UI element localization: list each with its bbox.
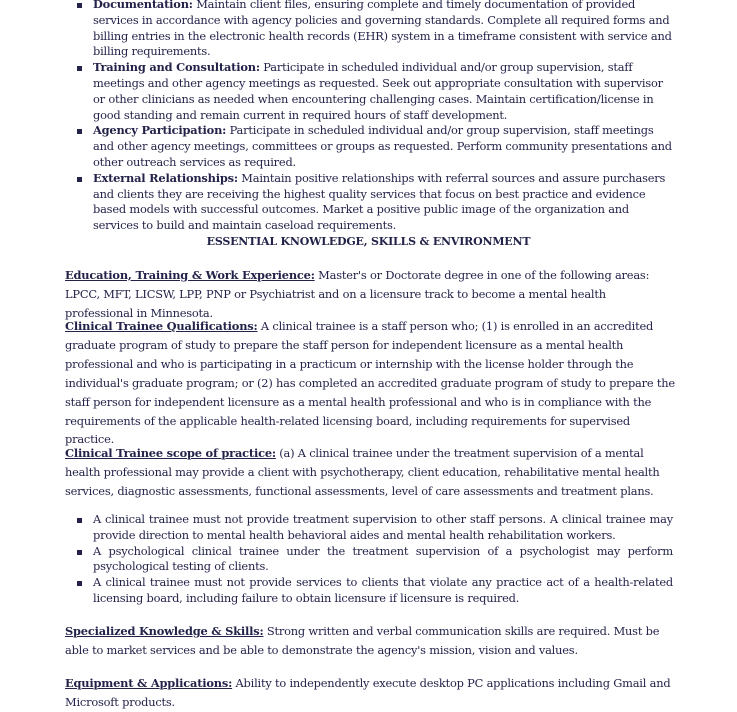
square-bullet-icon xyxy=(77,3,82,8)
trainee-qualifications-paragraph xyxy=(65,317,675,449)
square-bullet-icon xyxy=(77,129,82,134)
education-paragraph xyxy=(65,266,675,323)
scope-bullet-list xyxy=(65,512,673,607)
list-item xyxy=(65,171,675,234)
bullet-text: Maintain client files, ensuring complete and timely documentation of provided services in accordance with agency policies and governing standards. Complete all required forms and billing entries in the electronic health records (EHR) system in a timeframe consistent with service and billing requirements. xyxy=(93,0,672,59)
specialized-skills-paragraph xyxy=(65,622,675,660)
square-bullet-icon xyxy=(77,177,82,182)
education-text: Master's or Doctorate degree in one of the following areas: LPCC, MFT, LICSW, LPP, PNP or Psychiatrist and on a licensure track to become a mental health professional in Minnesota. xyxy=(65,268,650,320)
bullet-text: Maintain positive relationships with referral sources and assure purchasers and clients they are receiving the highest quality services that focus on best practice and evidence based models with successful outcomes. Market a positive public image of the organization and services to build and maintain caseload requirements. xyxy=(93,170,666,233)
education-label: Education, Training & Work Experience: xyxy=(65,268,315,282)
list-item xyxy=(65,544,673,576)
trainee-scope-text: (a) A clinical trainee under the treatment supervision of a mental health professional may provide a client with psychotherapy, client education, rehabilitative mental health services, diagnostic assessments, functional assessments, level of care assessments and treatment plans. xyxy=(65,446,660,498)
trainee-scope-paragraph xyxy=(65,444,675,501)
list-item xyxy=(65,60,675,123)
square-bullet-icon xyxy=(77,518,82,523)
bullet-title: External Relationships: xyxy=(93,170,238,185)
bullet-title: Training and Consultation: xyxy=(93,60,260,75)
trainee-qualifications-label: Clinical Trainee Qualifications: xyxy=(65,319,258,333)
trainee-scope-label: Clinical Trainee scope of practice: xyxy=(65,446,276,460)
list-item xyxy=(65,0,675,60)
equipment-label: Equipment & Applications: xyxy=(65,676,233,690)
bullet-text: Participate in scheduled individual and/or group supervision, staff meetings and other agency meetings as requested. Seek out appropriate consultation with supervisor or other clinicians as needed when encountering challenging cases. Maintain certification/license in good standing and remain current in required hours of staff development. xyxy=(93,60,663,122)
bullet-text: A clinical trainee must not provide treatment supervision to other staff persons. A clinical trainee may provide direction to mental health behavioral aides and mental health rehabilitation workers. xyxy=(93,512,673,542)
specialized-skills-label: Specialized Knowledge & Skills: xyxy=(65,624,264,638)
bullet-text: A psychological clinical trainee under the treatment supervision of a psychologist may perform psychological testing of clients. xyxy=(93,543,673,574)
equipment-paragraph xyxy=(65,674,675,712)
equipment-text: Ability to independently execute desktop PC applications including Gmail and Microsoft products. xyxy=(65,676,671,709)
square-bullet-icon xyxy=(77,66,82,71)
square-bullet-icon xyxy=(77,581,82,586)
specialized-skills-text: Strong written and verbal communication skills are required. Must be able to market services and be able to demonstrate the agency's mission, vision and values. xyxy=(65,624,660,657)
list-item xyxy=(65,512,673,544)
duties-bullet-list xyxy=(65,0,675,234)
bullet-title: Documentation: xyxy=(93,0,193,11)
list-item xyxy=(65,123,675,170)
square-bullet-icon xyxy=(77,550,82,555)
section-heading: ESSENTIAL KNOWLEDGE, SKILLS & ENVIRONMENT xyxy=(206,235,531,248)
bullet-title: Agency Participation: xyxy=(93,123,227,138)
list-item xyxy=(65,575,673,607)
bullet-text: A clinical trainee must not provide services to clients that violate any practice act of a health-related licensing board, including failure to obtain licensure if licensure is required. xyxy=(93,575,673,605)
trainee-qualifications-text: A clinical trainee is a staff person who; (1) is enrolled in an accredited graduate program of study to prepare the staff person for independent licensure as a mental health professional and who is participating in a practicum or internship with the license holder through the individual's graduate program; or (2) has completed an accredited graduate program of study to prepare the staff person for independent licensure as a mental health professional and who is in compliance with the requirements of the applicable health-related licensing board, including requirements for supervised practice. xyxy=(65,319,675,447)
bullet-text: Participate in scheduled individual and/or group supervision, staff meetings and other agency meetings, committees or groups as requested. Perform community presentations and other outreach services as required. xyxy=(93,123,672,169)
